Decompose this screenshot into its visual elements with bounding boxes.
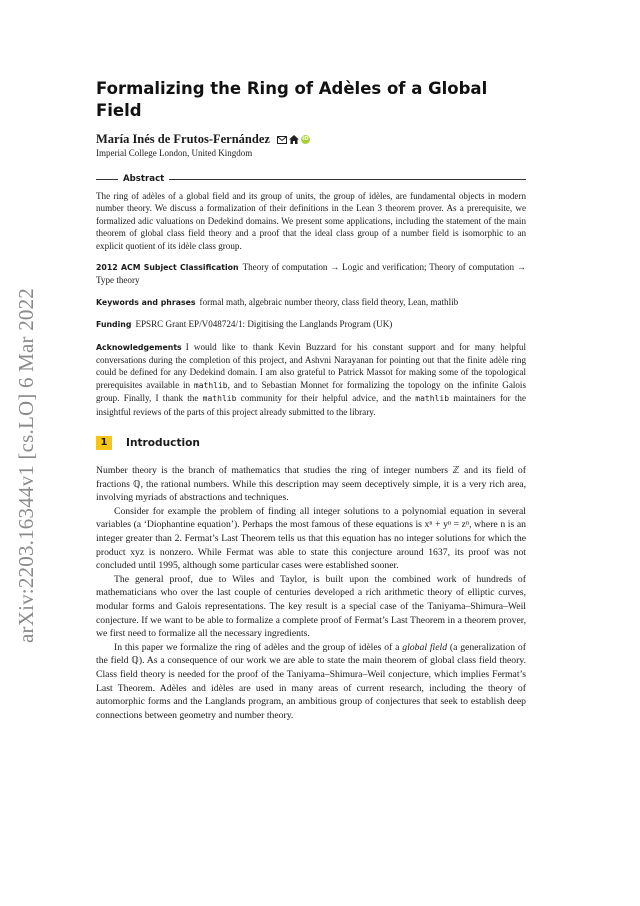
orcid-icon[interactable]: iD — [302, 136, 309, 142]
mathlib-code-2: mathlib — [202, 394, 237, 404]
section-body — [96, 464, 526, 722]
funding-text: EPSRC Grant EP/V048724/1: Digitising the Langlands Program (UK) — [135, 319, 393, 330]
global-field-term: global field — [402, 641, 448, 653]
arxiv-stamp — [14, 285, 38, 645]
author-icons — [277, 135, 310, 144]
abstract-rule-left — [96, 179, 118, 180]
funding-label: Funding — [96, 320, 132, 330]
paper-title: Formalizing the Ring of Adèles of a Global Field — [96, 79, 488, 120]
acm-text: Theory of computation → Logic and verification; Theory of computation → Type theory — [96, 262, 526, 286]
affiliation: Imperial College London, United Kingdom — [96, 148, 253, 158]
body-paragraph-4-part1: In this paper we formalize the ring of adèles and the group of idèles of a — [114, 641, 403, 653]
section-heading — [96, 436, 526, 450]
abstract-rule-right — [169, 179, 526, 180]
abstract-label: Abstract — [123, 174, 165, 184]
section-number: 1 — [96, 436, 112, 450]
funding — [96, 318, 526, 331]
ack-label: Acknowledgements — [96, 342, 182, 352]
abstract-heading — [96, 174, 526, 184]
body-paragraph-2: Consider for example the problem of finding all integer solutions to a polynomial equation in several variables (a ‘Diophantine equation’). Perhaps the most famous of these equations is xⁿ + yⁿ = zⁿ, where n is an integer greater than 2. Fermat’s Last Theorem tells us that this equation has no integer solutions for which the product xyz is nonzero. While Fermat was able to state this conjecture around 1637, its proof was not concluded until 1995, although some particular cases were established sooner. — [96, 505, 526, 572]
ack-text-4: maintainers for the insightful reviews of the parts of this project already submitted to the library. — [96, 393, 526, 417]
ack-text-2: , and to Sebastian Monnet for formalizing the topology on the infinite Galois group. Finally, I thank the — [96, 379, 526, 404]
ack-text-3: community for their helpful advice, and the — [236, 393, 416, 404]
home-icon[interactable] — [289, 135, 299, 144]
envelope-icon[interactable] — [277, 136, 287, 144]
acm-classification — [96, 261, 526, 287]
keywords — [96, 296, 526, 309]
keywords-label: Keywords and phrases — [96, 297, 196, 307]
ack-text-1: I would like to thank Kevin Buzzard for his constant support and for many helpful conversations during the completion of this project, and Ashvni Narayanan for pointing out that the finite adèle ring could be defined for any Dedekind domain. I am also grateful to Patrick Massot for making some of the topological prerequisites available in — [96, 341, 526, 390]
acknowledgements — [96, 341, 526, 418]
author-line — [96, 132, 526, 147]
body-paragraph-1: Number theory is the branch of mathematics that studies the ring of integer numbers ℤ and its field of fractions ℚ, the rational numbers. While this description may seem deceptively simple, it is a very rich area, involving myriads of abstractions and techniques. — [96, 465, 526, 504]
paper-page — [96, 78, 526, 722]
abstract-text: The ring of adèles of a global field and its group of units, the group of idèles, are fundamental objects in modern number theory. We discuss a formalization of their definitions in the Lean 3 theorem prover. As a prerequisite, we formalized adic valuations on Dedekind domains. We present some applications, including the statement of the main theorem of global class field theory and a proof that the ideal class group of a number field is isomorphic to an explicit quotient of its idèle class group. — [96, 191, 526, 251]
body-paragraph-4-part2: (a generalization of the field ℚ). As a consequence of our work we are able to state the main theorem of global class field theory. Class field theory is needed for the proof of the Taniyama–Shimura–Weil conjecture, which implies Fermat’s Last Theorem. Adèles and idèles are used in many areas of current research, including the theory of automorphic forms and the Langlands program, an ambitious group of conjectures that seek to establish deep connections between geometry and number theory. — [96, 641, 526, 721]
arxiv-id: arXiv:2203.16344v1 [cs.LO] 6 Mar 2022 — [13, 287, 38, 643]
acm-label: 2012 ACM Subject Classification — [96, 263, 239, 273]
keywords-text: formal math, algebraic number theory, class field theory, Lean, mathlib — [199, 296, 459, 307]
mathlib-code-3: mathlib — [415, 394, 450, 404]
mathlib-code-1: mathlib — [193, 380, 228, 390]
author-name: María Inés de Frutos-Fernández — [96, 132, 270, 146]
body-paragraph-4 — [96, 641, 526, 723]
section-title: Introduction — [126, 437, 200, 450]
body-paragraph-3: The general proof, due to Wiles and Taylor, is built upon the combined work of hundreds of mathematicians who over the last couple of centuries developed a rich arithmetic theory of elliptic curves, modular forms and Galois representations. The key result is a special case of the Taniyama–Shimura–Weil conjecture. If we want to be able to formalize a complete proof of Fermat’s Last Theorem in a theorem prover, we first need to formalize all the necessary ingredients. — [96, 573, 526, 640]
